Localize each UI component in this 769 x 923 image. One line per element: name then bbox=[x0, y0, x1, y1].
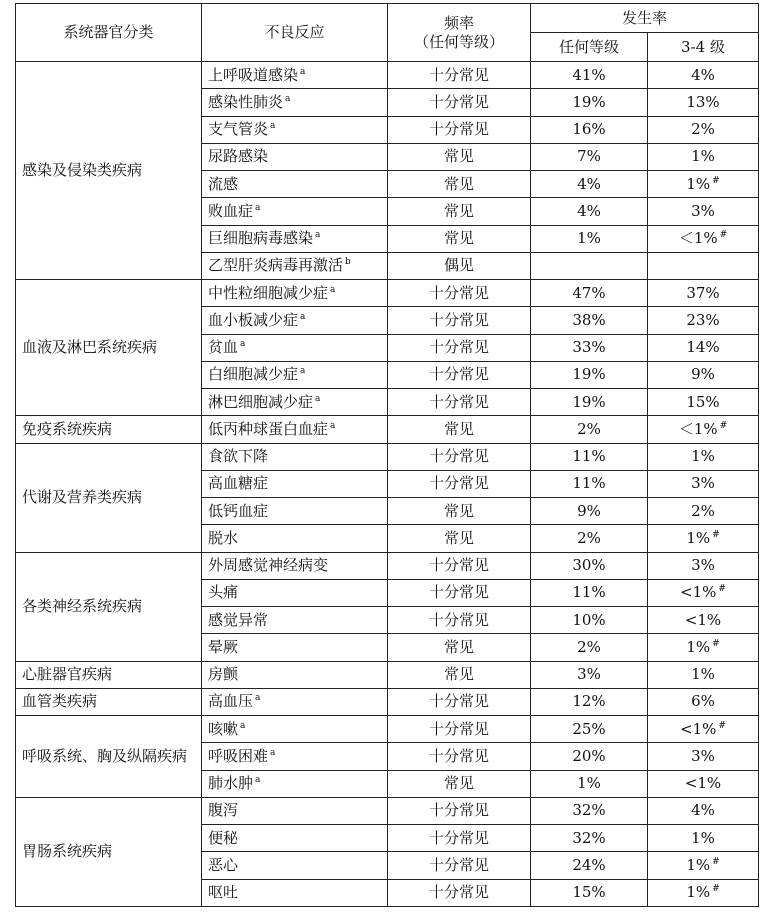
footnote-marker: a bbox=[315, 230, 321, 241]
table-row bbox=[16, 716, 759, 743]
system-organ-class-cell: 血液及淋巴系统疾病 bbox=[16, 280, 202, 416]
adverse-reaction-cell bbox=[202, 552, 388, 579]
adverse-reaction-cell bbox=[202, 688, 388, 715]
frequency-cell: 十分常见 bbox=[388, 743, 531, 770]
footnote-marker: # bbox=[712, 884, 720, 895]
adverse-reaction-name: 尿路感染 bbox=[208, 147, 269, 166]
any-grade-incidence-cell: 4% bbox=[531, 198, 648, 225]
any-grade-incidence-cell: 25% bbox=[531, 716, 648, 743]
adverse-reaction-cell bbox=[202, 116, 388, 143]
header-frequency bbox=[388, 4, 531, 62]
any-grade-incidence-cell: 20% bbox=[531, 743, 648, 770]
footnote-marker: a bbox=[270, 747, 276, 758]
grade-3-4-incidence-cell bbox=[648, 89, 759, 116]
any-grade-incidence-cell: 19% bbox=[531, 89, 648, 116]
footnote-marker: # bbox=[719, 230, 728, 241]
adverse-reaction-name: 巨细胞病毒感染 bbox=[208, 229, 314, 248]
footnote-marker: a bbox=[285, 93, 291, 104]
header-adverse-reaction: 不良反应 bbox=[202, 4, 388, 62]
grade-3-4-value: <1% bbox=[680, 583, 717, 602]
any-grade-incidence-cell bbox=[531, 252, 648, 279]
adverse-reaction-cell bbox=[202, 252, 388, 279]
header-frequency-line2: （任何等级） bbox=[413, 32, 504, 51]
grade-3-4-value: 15% bbox=[686, 392, 720, 411]
frequency-cell: 十分常见 bbox=[388, 389, 531, 416]
adverse-reaction-name: 流感 bbox=[208, 174, 239, 193]
grade-3-4-value: 3% bbox=[691, 201, 715, 220]
frequency-cell: 十分常见 bbox=[388, 280, 531, 307]
adverse-reaction-name: 支气管炎 bbox=[208, 120, 269, 139]
adverse-reaction-cell bbox=[202, 579, 388, 606]
grade-3-4-value: 1% bbox=[691, 665, 715, 684]
footnote-marker: a bbox=[240, 720, 246, 731]
any-grade-incidence-cell: 10% bbox=[531, 607, 648, 634]
any-grade-incidence-cell: 11% bbox=[531, 443, 648, 470]
adverse-reaction-name: 感染性肺炎 bbox=[208, 92, 284, 111]
grade-3-4-incidence-cell bbox=[648, 825, 759, 852]
grade-3-4-value: 1% bbox=[691, 147, 715, 166]
any-grade-incidence-cell: 11% bbox=[531, 579, 648, 606]
frequency-cell: 十分常见 bbox=[388, 797, 531, 824]
frequency-cell: 常见 bbox=[388, 498, 531, 525]
any-grade-incidence-cell: 2% bbox=[531, 525, 648, 552]
adverse-reaction-cell bbox=[202, 171, 388, 198]
adverse-reaction-cell bbox=[202, 416, 388, 443]
adverse-reaction-cell bbox=[202, 361, 388, 388]
adverse-reaction-name: 腹泻 bbox=[208, 801, 239, 820]
table-row bbox=[16, 661, 759, 688]
any-grade-incidence-cell: 12% bbox=[531, 688, 648, 715]
footnote-marker: a bbox=[300, 366, 306, 377]
adverse-reaction-name: 呕吐 bbox=[208, 883, 239, 902]
adverse-reaction-name: 感觉异常 bbox=[208, 610, 269, 629]
frequency-cell: 常见 bbox=[388, 525, 531, 552]
frequency-cell: 十分常见 bbox=[388, 552, 531, 579]
footnote-marker: # bbox=[712, 529, 720, 540]
adverse-reaction-name: 呼吸困难 bbox=[208, 746, 269, 765]
grade-3-4-value: <1% bbox=[684, 774, 722, 793]
grade-3-4-incidence-cell bbox=[648, 770, 759, 797]
grade-3-4-incidence-cell bbox=[648, 688, 759, 715]
adverse-reaction-name: 食欲下降 bbox=[208, 447, 269, 466]
footnote-marker: b bbox=[345, 257, 351, 268]
adverse-reaction-name: 低丙种球蛋白血症 bbox=[208, 419, 329, 438]
footnote-marker: # bbox=[712, 638, 720, 649]
table-row bbox=[16, 797, 759, 824]
adverse-reaction-cell bbox=[202, 307, 388, 334]
system-organ-class-cell: 代谢及营养类疾病 bbox=[16, 443, 202, 552]
adverse-reaction-cell bbox=[202, 852, 388, 879]
frequency-cell: 常见 bbox=[388, 143, 531, 170]
frequency-cell: 常见 bbox=[388, 198, 531, 225]
footnote-marker: a bbox=[300, 66, 306, 77]
any-grade-incidence-cell: 32% bbox=[531, 825, 648, 852]
footnote-marker: # bbox=[712, 175, 720, 186]
adverse-reaction-cell bbox=[202, 825, 388, 852]
frequency-cell: 常见 bbox=[388, 770, 531, 797]
adverse-reaction-name: 高血压 bbox=[208, 692, 254, 711]
adverse-reaction-cell bbox=[202, 770, 388, 797]
footnote-marker: # bbox=[718, 584, 726, 595]
frequency-cell: 偶见 bbox=[388, 252, 531, 279]
grade-3-4-incidence-cell bbox=[648, 470, 759, 497]
grade-3-4-incidence-cell bbox=[648, 280, 759, 307]
frequency-cell: 十分常见 bbox=[388, 443, 531, 470]
grade-3-4-incidence-cell bbox=[648, 62, 759, 89]
adverse-reaction-cell bbox=[202, 879, 388, 906]
system-organ-class-cell: 胃肠系统疾病 bbox=[16, 797, 202, 906]
footnote-marker: a bbox=[330, 284, 336, 295]
grade-3-4-value: 4% bbox=[691, 801, 715, 820]
grade-3-4-value: 1% bbox=[686, 855, 711, 874]
frequency-cell: 十分常见 bbox=[388, 334, 531, 361]
any-grade-incidence-cell: 19% bbox=[531, 389, 648, 416]
frequency-cell: 常见 bbox=[388, 225, 531, 252]
header-grade-3-4: 3-4 级 bbox=[648, 33, 759, 62]
adverse-reaction-cell bbox=[202, 225, 388, 252]
grade-3-4-incidence-cell bbox=[648, 252, 759, 279]
grade-3-4-value: ＜1% bbox=[678, 229, 718, 248]
frequency-cell: 十分常见 bbox=[388, 825, 531, 852]
frequency-cell: 常见 bbox=[388, 416, 531, 443]
any-grade-incidence-cell: 47% bbox=[531, 280, 648, 307]
frequency-cell: 十分常见 bbox=[388, 879, 531, 906]
footnote-marker: a bbox=[300, 311, 306, 322]
adverse-reaction-name: 高血糖症 bbox=[208, 474, 269, 493]
any-grade-incidence-cell: 38% bbox=[531, 307, 648, 334]
adverse-reaction-name: 血小板减少症 bbox=[208, 310, 299, 329]
adverse-reaction-name: 败血症 bbox=[208, 201, 254, 220]
adverse-reaction-cell bbox=[202, 797, 388, 824]
header-incidence: 发生率 bbox=[531, 4, 759, 33]
adverse-reaction-cell bbox=[202, 389, 388, 416]
system-organ-class-cell: 心脏器官疾病 bbox=[16, 661, 202, 688]
grade-3-4-incidence-cell bbox=[648, 334, 759, 361]
any-grade-incidence-cell: 4% bbox=[531, 171, 648, 198]
adverse-reaction-cell bbox=[202, 470, 388, 497]
adverse-reaction-cell bbox=[202, 280, 388, 307]
any-grade-incidence-cell: 32% bbox=[531, 797, 648, 824]
grade-3-4-value: 23% bbox=[686, 310, 720, 329]
adverse-reactions-table bbox=[15, 3, 759, 907]
frequency-cell: 常见 bbox=[388, 634, 531, 661]
header-frequency-line1: 频率 bbox=[443, 13, 474, 32]
grade-3-4-incidence-cell bbox=[648, 716, 759, 743]
grade-3-4-value: 9% bbox=[691, 365, 715, 384]
adverse-reaction-cell bbox=[202, 334, 388, 361]
adverse-reaction-cell bbox=[202, 661, 388, 688]
frequency-cell: 十分常见 bbox=[388, 607, 531, 634]
any-grade-incidence-cell: 41% bbox=[531, 62, 648, 89]
table-row bbox=[16, 552, 759, 579]
grade-3-4-incidence-cell bbox=[648, 797, 759, 824]
frequency-cell: 常见 bbox=[388, 661, 531, 688]
grade-3-4-value: ＜1% bbox=[678, 419, 718, 438]
frequency-cell: 十分常见 bbox=[388, 62, 531, 89]
adverse-reaction-cell bbox=[202, 443, 388, 470]
any-grade-incidence-cell: 33% bbox=[531, 334, 648, 361]
system-organ-class-cell: 血管类疾病 bbox=[16, 688, 202, 715]
adverse-reaction-cell bbox=[202, 634, 388, 661]
frequency-cell: 十分常见 bbox=[388, 361, 531, 388]
frequency-cell: 常见 bbox=[388, 171, 531, 198]
any-grade-incidence-cell: 16% bbox=[531, 116, 648, 143]
any-grade-incidence-cell: 19% bbox=[531, 361, 648, 388]
footnote-marker: a bbox=[315, 393, 321, 404]
header-any-grade: 任何等级 bbox=[531, 33, 648, 62]
grade-3-4-value: 6% bbox=[691, 692, 715, 711]
any-grade-incidence-cell: 15% bbox=[531, 879, 648, 906]
system-organ-class-cell: 各类神经系统疾病 bbox=[16, 552, 202, 661]
adverse-reaction-name: 淋巴细胞减少症 bbox=[208, 392, 314, 411]
grade-3-4-incidence-cell bbox=[648, 579, 759, 606]
adverse-reaction-cell bbox=[202, 143, 388, 170]
adverse-reaction-cell bbox=[202, 89, 388, 116]
grade-3-4-incidence-cell bbox=[648, 389, 759, 416]
grade-3-4-incidence-cell bbox=[648, 498, 759, 525]
table-body bbox=[16, 62, 759, 907]
frequency-cell: 十分常见 bbox=[388, 470, 531, 497]
grade-3-4-value: 2% bbox=[691, 120, 715, 139]
grade-3-4-incidence-cell bbox=[648, 879, 759, 906]
adverse-reaction-name: 乙型肝炎病毒再激活 bbox=[208, 256, 344, 275]
adverse-reaction-name: 头痛 bbox=[208, 583, 239, 602]
grade-3-4-value: 1% bbox=[686, 883, 711, 902]
adverse-reaction-cell bbox=[202, 498, 388, 525]
footnote-marker: a bbox=[255, 693, 261, 704]
adverse-reaction-name: 白细胞减少症 bbox=[208, 365, 299, 384]
system-organ-class-cell: 免疫系统疾病 bbox=[16, 416, 202, 443]
header-system-organ-class: 系统器官分类 bbox=[16, 4, 202, 62]
any-grade-incidence-cell: 1% bbox=[531, 770, 648, 797]
footnote-marker: a bbox=[255, 775, 261, 786]
grade-3-4-incidence-cell bbox=[648, 443, 759, 470]
adverse-reaction-cell bbox=[202, 607, 388, 634]
grade-3-4-incidence-cell bbox=[648, 525, 759, 552]
grade-3-4-value: 37% bbox=[686, 283, 720, 302]
frequency-cell: 十分常见 bbox=[388, 89, 531, 116]
grade-3-4-value: 1% bbox=[691, 828, 715, 847]
adverse-reaction-cell bbox=[202, 743, 388, 770]
frequency-cell: 十分常见 bbox=[388, 307, 531, 334]
frequency-cell: 十分常见 bbox=[388, 116, 531, 143]
footnote-marker: a bbox=[330, 420, 336, 431]
grade-3-4-value: 2% bbox=[691, 501, 715, 520]
frequency-cell: 十分常见 bbox=[388, 579, 531, 606]
grade-3-4-incidence-cell bbox=[648, 307, 759, 334]
frequency-cell: 十分常见 bbox=[388, 688, 531, 715]
grade-3-4-incidence-cell bbox=[648, 225, 759, 252]
grade-3-4-value: 14% bbox=[686, 338, 720, 357]
grade-3-4-incidence-cell bbox=[648, 143, 759, 170]
grade-3-4-value: 1% bbox=[686, 637, 711, 656]
table-row bbox=[16, 688, 759, 715]
any-grade-incidence-cell: 1% bbox=[531, 225, 648, 252]
grade-3-4-incidence-cell bbox=[648, 198, 759, 225]
adverse-reaction-cell bbox=[202, 716, 388, 743]
grade-3-4-incidence-cell bbox=[648, 852, 759, 879]
adverse-reaction-cell bbox=[202, 525, 388, 552]
table-row bbox=[16, 62, 759, 89]
footnote-marker: a bbox=[255, 202, 261, 213]
grade-3-4-value: 3% bbox=[691, 556, 715, 575]
any-grade-incidence-cell: 2% bbox=[531, 416, 648, 443]
table-row bbox=[16, 416, 759, 443]
footnote-marker: a bbox=[270, 121, 276, 132]
frequency-cell: 十分常见 bbox=[388, 716, 531, 743]
grade-3-4-incidence-cell bbox=[648, 361, 759, 388]
grade-3-4-value: 4% bbox=[691, 65, 715, 84]
any-grade-incidence-cell: 2% bbox=[531, 634, 648, 661]
adverse-reaction-name: 脱水 bbox=[208, 528, 239, 547]
adverse-reaction-name: 外周感觉神经病变 bbox=[208, 556, 329, 575]
any-grade-incidence-cell: 9% bbox=[531, 498, 648, 525]
adverse-reaction-name: 上呼吸道感染 bbox=[208, 65, 299, 84]
footnote-marker: a bbox=[240, 339, 246, 350]
any-grade-incidence-cell: 30% bbox=[531, 552, 648, 579]
grade-3-4-value: 1% bbox=[686, 528, 711, 547]
grade-3-4-incidence-cell bbox=[648, 607, 759, 634]
grade-3-4-value: <1% bbox=[684, 610, 722, 629]
any-grade-incidence-cell: 3% bbox=[531, 661, 648, 688]
adverse-reaction-cell bbox=[202, 198, 388, 225]
any-grade-incidence-cell: 11% bbox=[531, 470, 648, 497]
adverse-reaction-name: 低钙血症 bbox=[208, 501, 269, 520]
grade-3-4-incidence-cell bbox=[648, 416, 759, 443]
grade-3-4-incidence-cell bbox=[648, 116, 759, 143]
grade-3-4-incidence-cell bbox=[648, 661, 759, 688]
footnote-marker: # bbox=[718, 720, 726, 731]
any-grade-incidence-cell: 7% bbox=[531, 143, 648, 170]
grade-3-4-incidence-cell bbox=[648, 171, 759, 198]
adverse-reaction-cell bbox=[202, 62, 388, 89]
frequency-cell: 十分常见 bbox=[388, 852, 531, 879]
grade-3-4-value: <1% bbox=[680, 719, 717, 738]
footnote-marker: # bbox=[712, 856, 720, 867]
adverse-reaction-name: 恶心 bbox=[208, 855, 239, 874]
grade-3-4-incidence-cell bbox=[648, 743, 759, 770]
system-organ-class-cell: 感染及侵染类疾病 bbox=[16, 62, 202, 280]
table-row bbox=[16, 280, 759, 307]
any-grade-incidence-cell: 24% bbox=[531, 852, 648, 879]
adverse-reaction-name: 便秘 bbox=[208, 828, 239, 847]
adverse-reaction-name: 晕厥 bbox=[208, 637, 239, 656]
adverse-reaction-name: 肺水肿 bbox=[208, 774, 254, 793]
grade-3-4-value: 13% bbox=[686, 92, 720, 111]
grade-3-4-incidence-cell bbox=[648, 634, 759, 661]
grade-3-4-incidence-cell bbox=[648, 552, 759, 579]
adverse-reaction-name: 咳嗽 bbox=[208, 719, 239, 738]
adverse-reaction-name: 房颤 bbox=[208, 665, 239, 684]
adverse-reaction-name: 中性粒细胞减少症 bbox=[208, 283, 329, 302]
grade-3-4-value: 1% bbox=[686, 174, 711, 193]
grade-3-4-value: 3% bbox=[691, 746, 715, 765]
footnote-marker: # bbox=[719, 420, 728, 431]
adverse-reaction-name: 贫血 bbox=[208, 338, 239, 357]
system-organ-class-cell: 呼吸系统、胸及纵隔疾病 bbox=[16, 716, 202, 798]
grade-3-4-value: 1% bbox=[691, 447, 715, 466]
grade-3-4-value: 3% bbox=[691, 474, 715, 493]
table-row bbox=[16, 443, 759, 470]
